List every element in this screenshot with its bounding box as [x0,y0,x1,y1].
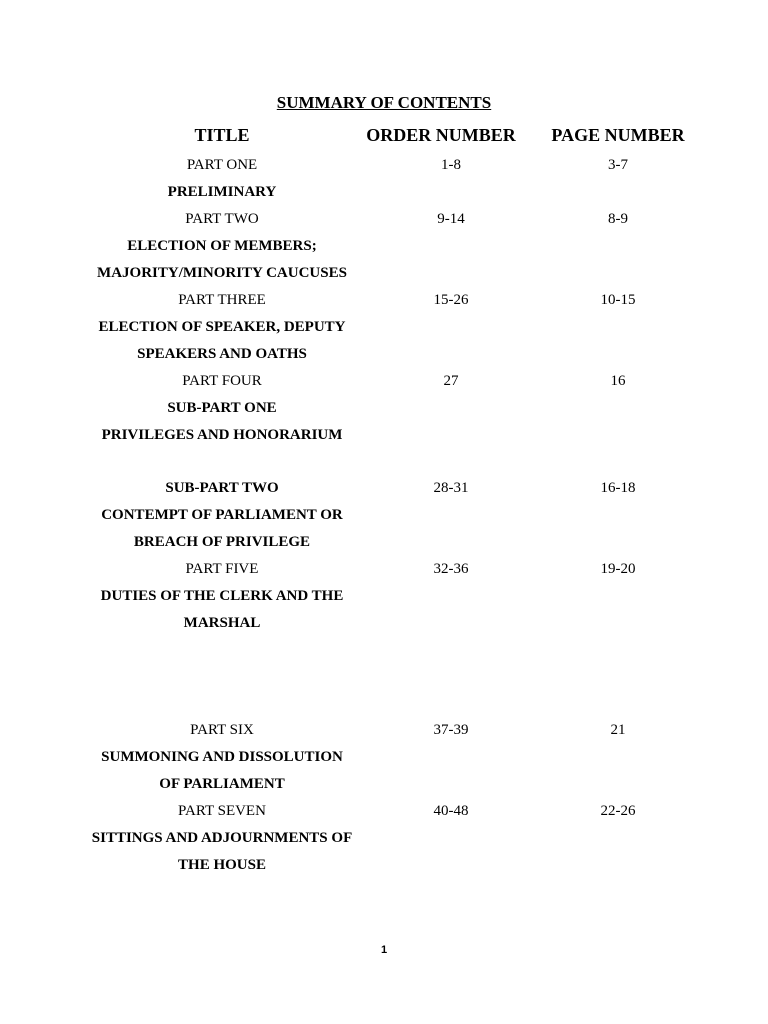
row-page-number: 3-7 [608,157,628,173]
row-title: BREACH OF PRIVILEGE [133,534,311,550]
row-title: SUMMONING AND DISSOLUTION [101,749,343,765]
row-title: THE HOUSE [178,857,266,873]
contents-row [0,747,768,774]
contents-row [0,398,768,425]
contents-row [0,371,768,398]
row-title: PART FOUR [182,373,262,389]
row-title: SUB-PART ONE [167,400,277,416]
row-order-number: 27 [443,373,459,389]
row-title: ELECTION OF MEMBERS; [127,238,317,254]
row-order-number: 40-48 [433,803,469,819]
contents-row [0,828,768,855]
contents-row [0,182,768,209]
row-title: PART SIX [190,722,254,738]
row-title: PART TWO [185,211,259,227]
column-header-page-number: PAGE NUMBER [551,125,685,145]
row-page-number: 21 [610,722,626,738]
contents-row [0,855,768,882]
row-title: ELECTION OF SPEAKER, DEPUTY [98,319,346,335]
row-title: PART ONE [186,157,258,173]
contents-row [0,559,768,586]
contents-row [0,425,768,452]
row-title: PART THREE [178,292,266,308]
contents-row [0,317,768,344]
contents-row [0,613,768,640]
contents-row [0,344,768,371]
contents-row [0,209,768,236]
row-title: SPEAKERS AND OATHS [137,346,307,362]
row-page-number: 19-20 [600,561,636,577]
row-title: MAJORITY/MINORITY CAUCUSES [97,265,347,281]
row-title: MARSHAL [183,615,261,631]
contents-row [0,290,768,317]
row-title: CONTEMPT OF PARLIAMENT OR [101,507,343,523]
row-title: PART FIVE [185,561,259,577]
contents-row [0,586,768,613]
contents-row [0,505,768,532]
row-order-number: 9-14 [437,211,465,227]
row-order-number: 1-8 [441,157,461,173]
row-page-number: 16-18 [600,480,636,496]
row-title: PRELIMINARY [167,184,277,200]
contents-row [0,478,768,505]
document-heading: SUMMARY OF CONTENTS [276,93,492,112]
contents-row [0,801,768,828]
row-order-number: 15-26 [433,292,469,308]
contents-row [0,532,768,559]
contents-row [0,236,768,263]
row-title: DUTIES OF THE CLERK AND THE [100,588,344,604]
row-title: SUB-PART TWO [165,480,279,496]
row-page-number: 10-15 [600,292,636,308]
contents-row [0,263,768,290]
page-number: 1 [380,944,388,956]
contents-row [0,155,768,182]
row-order-number: 37-39 [433,722,469,738]
row-page-number: 8-9 [608,211,628,227]
row-order-number: 28-31 [433,480,469,496]
contents-row [0,774,768,801]
row-title: PRIVILEGES AND HONORARIUM [101,427,343,443]
column-header-order-number: ORDER NUMBER [366,125,516,145]
row-page-number: 16 [610,373,626,389]
contents-row [0,720,768,747]
row-title: PART SEVEN [178,803,266,819]
column-header-title: TITLE [194,125,250,145]
row-page-number: 22-26 [600,803,636,819]
row-title: OF PARLIAMENT [159,776,285,792]
row-order-number: 32-36 [433,561,469,577]
row-title: SITTINGS AND ADJOURNMENTS OF [91,830,353,846]
